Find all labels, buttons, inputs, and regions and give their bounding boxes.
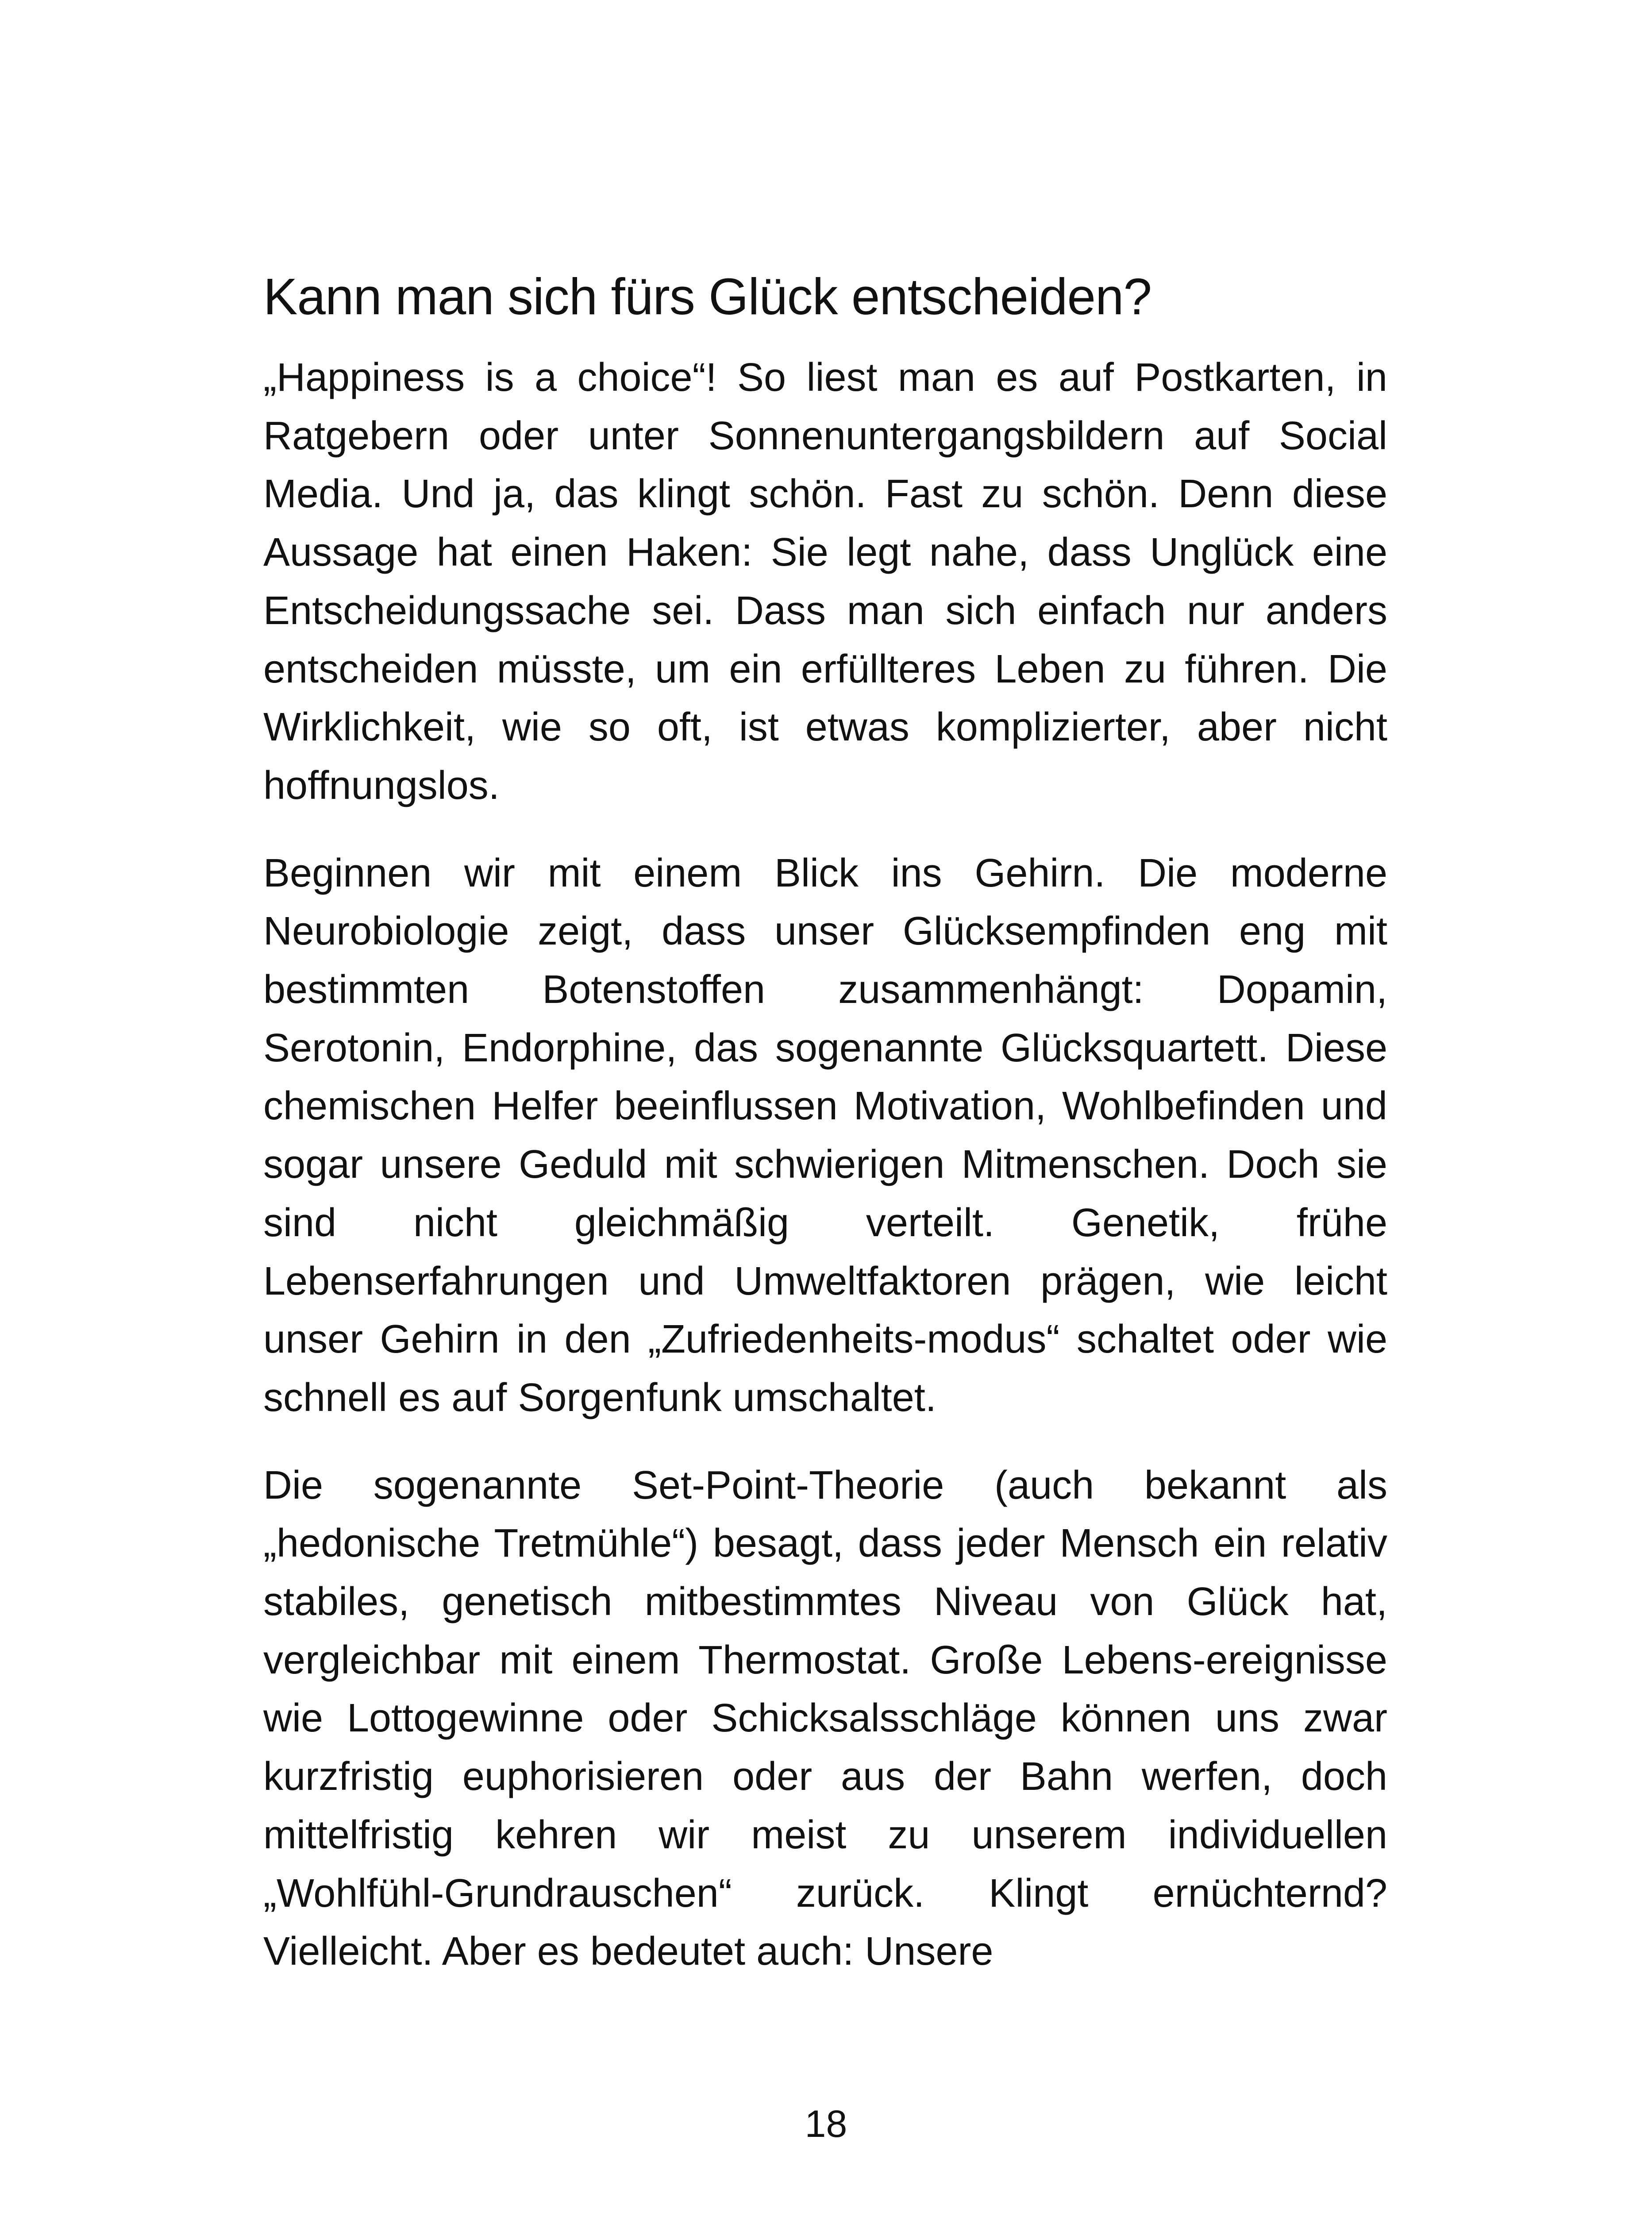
page-number: 18 <box>805 2103 847 2145</box>
paragraph-1: „Happiness is a choice“! So liest man es auf Postkarten, in Ratgebern oder unter Sonnenuntergangsbildern auf Social Media. Und ja, das klingt schön. Fast zu schön. Denn diese Aussage hat einen Haken: Sie legt nahe, dass Unglück eine Entscheidungssache sei. Dass man sich einfach nur anders entscheiden müsste, um ein erfüllteres Leben zu führen. Die Wirklichkeit, wie so oft, ist etwas komplizierter, aber nicht hoffnungslos. <box>263 355 1387 808</box>
paragraph-2: Beginnen wir mit einem Blick ins Gehirn. Die moderne Neurobiologie zeigt, dass unser Glücksempfinden eng mit bestimmten Botenstoffen zusammenhängt: Dopamin, Serotonin, Endorphine, das sogenannte Glücksquartett. Diese chemischen Helfer beeinflussen Motivation, Wohlbefinden und sogar unsere Geduld mit schwierigen Mitmenschen. Doch sie sind nicht gleichmäßig verteilt. Genetik, frühe Lebenserfahrungen und Umweltfaktoren prägen, wie leicht unser Gehirn in den „Zufriedenheits-modus“ schaltet oder wie schnell es auf Sorgenfunk umschaltet. <box>263 851 1387 1420</box>
chapter-heading: Kann man sich fürs Glück entscheiden? <box>263 268 1151 325</box>
paragraph-3: Die sogenannte Set-Point-Theorie (auch bekannt als „hedonische Tretmühle“) besagt, dass jeder Mensch ein relativ stabiles, genetisch mitbestimmtes Niveau von Glück hat, vergleichbar mit einem Thermostat. Große Lebens-ereignisse wie Lottogewinne oder Schicksalsschläge können uns zwar kurzfristig euphorisieren oder aus der Bahn werfen, doch mittelfristig kehren wir meist zu unserem individuellen „Wohlfühl-Grundrauschen“ zurück. Klingt ernüchternd? Vielleicht. Aber es bedeutet auch: Unsere <box>263 1463 1387 1974</box>
page-content <box>263 261 1387 1981</box>
